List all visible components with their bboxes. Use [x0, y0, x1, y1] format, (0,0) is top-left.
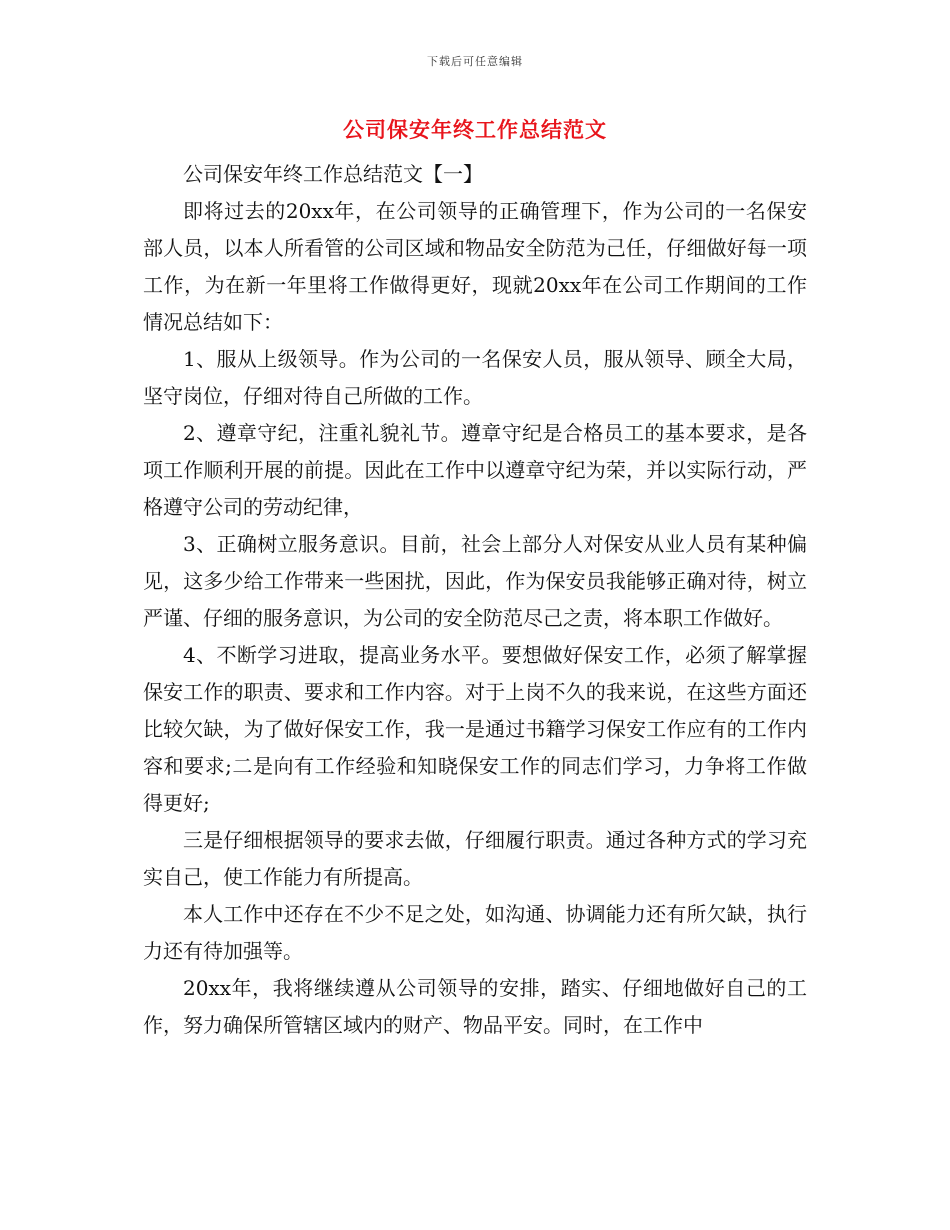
download-note: 下载后可任意编辑	[427, 55, 523, 68]
paragraph-item-4: 4、不断学习进取，提高业务水平。要想做好保安工作，必须了解掌握保安工作的职责、要求和工作内容。对于上岗不久的我来说，在这些方面还比较欠缺，为了做好保安工作，我一是通过书籍学习保安工作应有的工作内容和要求;二是向有工作经验和知晓保安工作的同志们学习，力争将工作做得更好;	[143, 643, 807, 815]
paragraph-item-1: 1、服从上级领导。作为公司的一名保安人员，服从领导、顾全大局，坚守岗位，仔细对待自己所做的工作。	[143, 347, 807, 408]
document-title: 公司保安年终工作总结范文	[343, 118, 607, 142]
document-body	[143, 156, 807, 1044]
paragraph-item-4-cont: 三是仔细根据领导的要求去做，仔细履行职责。通过各种方式的学习充实自己，使工作能力有所提高。	[143, 828, 807, 889]
paragraph-item-2: 2、遵章守纪，注重礼貌礼节。遵章守纪是合格员工的基本要求，是各项工作顺利开展的前提。因此在工作中以遵章守纪为荣，并以实际行动，严格遵守公司的劳动纪律，	[143, 421, 807, 519]
paragraph-intro: 即将过去的20xx年，在公司领导的正确管理下，作为公司的一名保安部人员，以本人所看管的公司区域和物品安全防范为己任，仔细做好每一项工作，为在新一年里将工作做得更好，现就20xx年在公司工作期间的工作情况总结如下：	[143, 199, 807, 334]
paragraph-item-3: 3、正确树立服务意识。目前，社会上部分人对保安从业人员有某种偏见，这多少给工作带来一些困扰，因此，作为保安员我能够正确对待，树立严谨、仔细的服务意识，为公司的安全防范尽己之责，将本职工作做好。	[143, 532, 807, 630]
paragraph-shortcomings: 本人工作中还存在不少不足之处，如沟通、协调能力还有所欠缺，执行力还有待加强等。	[143, 902, 807, 963]
section-heading: 公司保安年终工作总结范文【一】	[183, 162, 483, 186]
paragraph-outlook: 20xx年，我将继续遵从公司领导的安排，踏实、仔细地做好自己的工作，努力确保所管辖区域内的财产、物品平安。同时，在工作中	[143, 976, 807, 1037]
